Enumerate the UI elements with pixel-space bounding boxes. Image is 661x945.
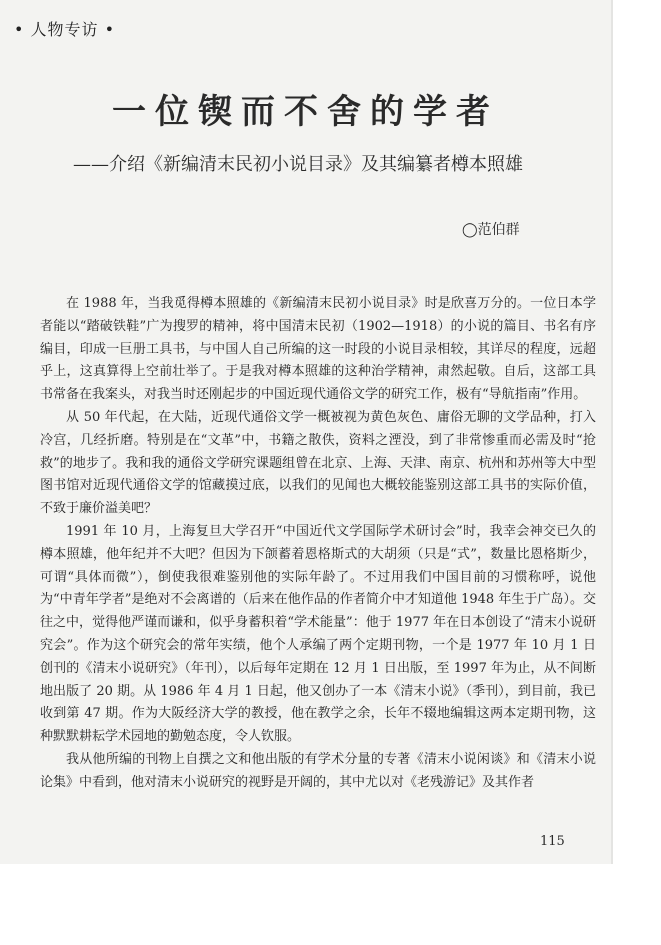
paragraph: 从 50 年代起，在大陆，近现代通俗文学一概被视为黄色灰色、庸俗无聊的文学品种，打入冷宫，几经折磨。特别是在“文革”中，书籍之散佚，资料之湮没，到了非常惨重而必需及时“抢救”的地步了。我和我的通俗文学研究课题组曾在北京、上海、天津、南京、杭州和苏州等大中型图书馆对近现代通俗文学的馆藏摸过底，以我们的见闻也大概较能鉴别这部工具书的实际价值，不致于廉价溢美吧？	[40, 409, 596, 517]
paragraph: 在 1988 年，当我觅得樽本照雄的《新编清末民初小说目录》时是欣喜万分的。一位日本学者能以“踏破铁鞋”广为搜罗的精神，将中国清末民初（1902—1918）的小说的篇目、书名有序编目，印成一巨册工具书，与中国人自己所编的这一时段的小说目录相较，其详尽的程度，远超乎上，这真算得上空前壮举了。于是我对樽本照雄的这种治学精神，肃然起敬。自后，这部工具书常备在我案头，对我当时还刚起步的中国近现代通俗文学的研究工作，极有“导航指南”作用。	[40, 296, 596, 403]
paragraph: 1991 年 10 月，上海复旦大学召开“中国近代文学国际学术研讨会”时，我幸会神交已久的樽本照雄，他年纪并不大吧？但因为下颌蓄着恩格斯式的大胡须（只是“式”，数量比恩格斯少，可谓“具体而微”），倒使我很难鉴别他的实际年龄了。不过用我们中国目前的习惯称呼，说他为“中青年学者”是绝对不会离谱的（后来在他作品的作者简介中才知道他 1948 年生于广岛）。交往之中，觉得他严谨而谦和，似乎身蓄积着“学术能量”：他于 1977 年在日本创设了“清末小说研究会”。作为这个研究会的常年实绩，他个人承编了两个定期刊物，一个是 1977 年 10 月 1 日创刊的《清末小说研究》（年刊），以后每年定期在 12 月 1 日出版，至 1997 年为止，从不间断地出版了 20 期。从 1986 年 4 月 1 日起，他又创办了一本《清末小说》（季刊），到目前，我已收到第 47 期。作为大阪经济大学的教授，他在教学之余，长年不辍地编辑这两本定期刊物，这种默默耕耘学术园地的勤勉态度，令人钦服。	[40, 523, 596, 745]
article-title: 一位锲而不舍的学者	[112, 92, 499, 132]
paragraph: 我从他所编的刊物上自撰之文和他出版的有学术分量的专著《清末小说闲谈》和《清末小说论集》中看到，他对清末小说研究的视野是开阔的，其中尤以对《老残游记》及其作者	[40, 751, 596, 790]
author-byline: ◯范伯群	[462, 222, 520, 238]
section-tag: • 人物专访 •	[14, 20, 116, 39]
page-edge	[611, 0, 613, 864]
article-body	[40, 293, 596, 795]
page-number: 115	[540, 834, 565, 849]
article-subtitle: ——介绍《新编清末民初小说目录》及其编纂者樽本照雄	[73, 154, 523, 175]
